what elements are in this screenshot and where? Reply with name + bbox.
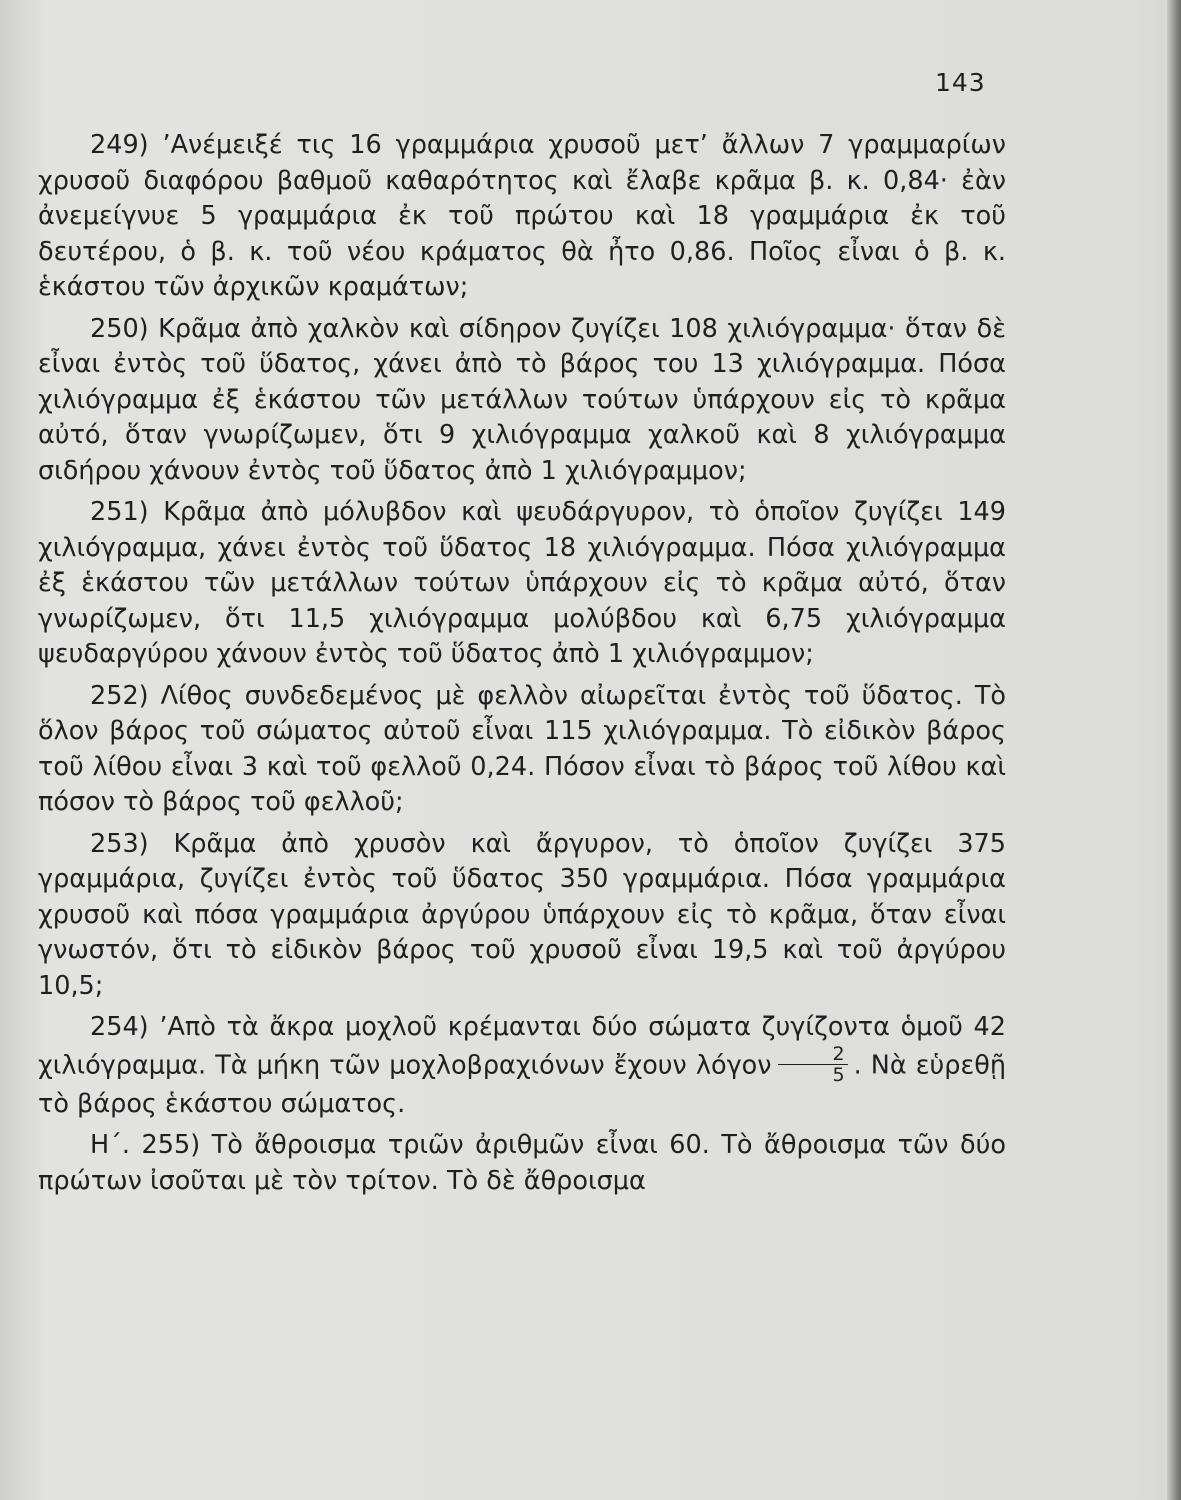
problem-254-question: . Νὰ εὑρεθῇ τὸ βάρος ἑκάστου σώματος. [38, 1050, 1006, 1119]
problem-249: 249) ’Ανέμειξέ τις 16 γραμμάρια χρυσοῦ μετ’ ἄλλων 7 γραμμαρίων χρυσοῦ διαφόρου βαθμοῦ καθαρότητος καὶ ἔλαβε κρᾶμα β. κ. 0,84· ἐὰν ἀνεμείγνυε 5 γραμμάρια ἐκ τοῦ πρώτου καὶ 18 γραμμάρια ἐκ τοῦ δευτέρου, ὁ β. κ. τοῦ νέου κράματος θὰ ἦτο 0,86. Ποῖος εἶναι ὁ β. κ. ἑκάστου τῶν ἀρχικῶν κραμάτων; [38, 130, 1006, 302]
page-edge-shadow [1167, 0, 1181, 1500]
page-number: 143 [935, 68, 986, 97]
problem-255: Η΄. 255) Τὸ ἄθροισμα τριῶν ἀριθμῶν εἶναι 60. Τὸ ἄθροισμα τῶν δύο πρώτων ἰσοῦται μὲ τὸν τρίτον. Τὸ δὲ ἄθροισμα [38, 1130, 1006, 1196]
problem-253: 253) Κρᾶμα ἀπὸ χρυσὸν καὶ ἄργυρον, τὸ ὁποῖον ζυγίζει 375 γραμμάρια, ζυγίζει ἐντὸς τοῦ ὕδατος 350 γραμμάρια. Πόσα γραμμάρια χρυσοῦ καὶ πόσα γραμμάρια ἀργύρου ὑπάρχουν εἰς τὸ κρᾶμα, ὅταν εἶναι γνωστόν, ὅτι τὸ εἰδικὸν βάρος τοῦ χρυσοῦ εἶναι 19,5 καὶ τοῦ ἀργύρου 10,5; [38, 828, 1006, 1001]
problem-252: 252) Λίθος συνδεδεμένος μὲ φελλὸν αἰωρεῖται ἐντὸς τοῦ ὕδατος. Τὸ ὅλον βάρος τοῦ σώματος αὐτοῦ εἶναι 115 χιλιόγραμμα. Τὸ εἰδικὸν βάρος τοῦ λίθου εἶναι 3 καὶ τοῦ φελλοῦ 0,24. Πόσον εἶναι τὸ βάρος τοῦ λίθου καὶ πόσον τὸ βάρος τοῦ φελλοῦ; [38, 680, 1006, 817]
fraction-numerator: 2 [778, 1044, 848, 1065]
problem-254-text: 254) ’Απὸ τὰ ἄκρα μοχλοῦ κρέμανται δύο σώματα ζυγίζοντα ὁμοῦ 42 χιλιόγραμμα. Τὰ μήκη τῶν μοχλοβραχιόνων ἔχουν λόγον [38, 1012, 1006, 1080]
fraction-denominator: 5 [832, 1063, 845, 1086]
ratio-fraction [778, 1044, 848, 1085]
problem-254 [38, 1010, 1006, 1122]
problem-251: 251) Κρᾶμα ἀπὸ μόλυβδον καὶ ψευδάργυρον, τὸ ὁποῖον ζυγίζει 149 χιλιόγραμμα, χάνει ἐντὸς τοῦ ὕδατος 18 χιλιόγραμμα. Πόσα χιλιόγραμμα ἐξ ἑκάστου τῶν μετάλλων τούτων ὑπάρχουν εἰς τὸ κρᾶμα αὐτό, ὅταν γνωρίζωμεν, ὅτι 11,5 χιλιόγραμμα μολύβδου καὶ 6,75 χιλιόγραμμα ψευδαργύρου χάνουν ἐντὸς τοῦ ὕδατος ἀπὸ 1 χιλιόγραμμον; [38, 497, 1006, 669]
problem-250: 250) Κρᾶμα ἀπὸ χαλκὸν καὶ σίδηρον ζυγίζει 108 χιλιόγραμμα· ὅταν δὲ εἶναι ἐντὸς τοῦ ὕδατος, χάνει ἀπὸ τὸ βάρος του 13 χιλιόγραμμα. Πόσα χιλιόγραμμα ἐξ ἑκάστου τῶν μετάλλων τούτων ὑπάρχουν εἰς τὸ κρᾶμα αὐτό, ὅταν γνωρίζωμεν, ὅτι 9 χιλιόγραμμα χαλκοῦ καὶ 8 χιλιόγραμμα σιδήρου χάνουν ἐντὸς τοῦ ὕδατος ἀπὸ 1 χιλιόγραμμον; [38, 313, 1006, 486]
text-body [38, 128, 1006, 1205]
